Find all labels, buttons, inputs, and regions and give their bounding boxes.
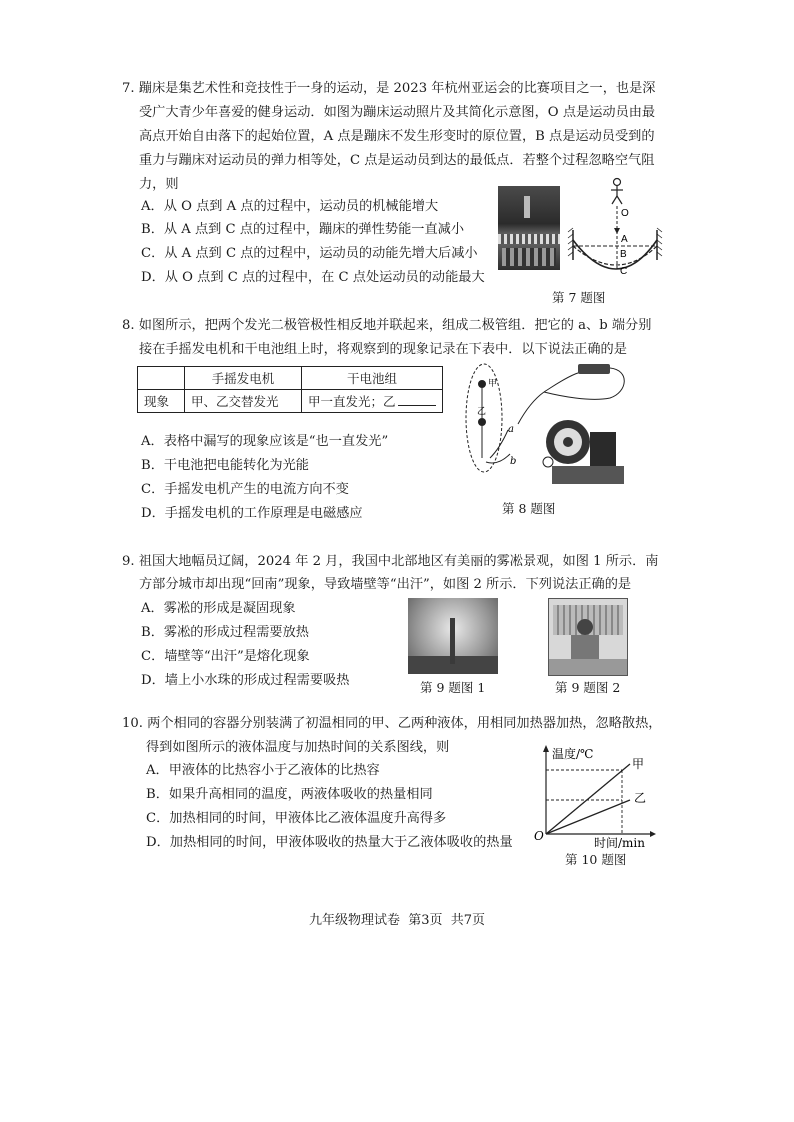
q10-option-c: C．加热相同的时间，甲液体比乙液体温度升高得多 — [146, 811, 447, 826]
q10-option-b: B．如果升高相同的温度，两液体吸收的热量相同 — [146, 787, 433, 802]
point-a-label: A — [621, 234, 628, 245]
temperature-time-graph — [530, 740, 670, 850]
q7-line: 受广大青少年喜爱的健身运动．如图为蹦床运动照片及其简化示意图，O 点是运动员由最 — [139, 105, 656, 120]
q9-caption-2: 第 9 题图 2 — [555, 680, 621, 695]
diode-generator-diagram — [460, 362, 640, 492]
table-cell: 甲、乙交替发光 — [185, 390, 302, 413]
q7-option-b: B．从 A 点到 C 点的过程中，蹦床的弹性势能一直减小 — [141, 222, 465, 237]
q7-caption: 第 7 题图 — [552, 290, 606, 305]
trampoline-diagram — [565, 176, 665, 276]
table-cell — [138, 367, 185, 390]
table-cell: 手摇发电机 — [185, 367, 302, 390]
table-cell-text: 甲一直发光；乙 — [308, 394, 396, 409]
q7-option-a: A．从 O 点到 A 点的过程中，运动员的机械能增大 — [141, 199, 439, 214]
wet-wall-photo — [548, 598, 628, 676]
q10-line: 10. 两个相同的容器分别装满了初温相同的甲、乙两种液体，用相同加热器加热，忽略散热， — [122, 716, 662, 731]
point-c-label: C — [620, 266, 628, 277]
table-row — [138, 390, 443, 413]
q7-line: 7. 蹦床是集艺术性和竞技性于一身的运动，是 2023 年杭州亚运会的比赛项目之一，也是深 — [122, 81, 656, 96]
origin-label: O — [534, 829, 544, 843]
q8-table — [137, 366, 443, 413]
q7-option-c: C．从 A 点到 C 点的过程中，运动员的动能先增大后减小 — [141, 246, 478, 261]
point-o-label: O — [621, 208, 629, 219]
q9-option-b: B．雾凇的形成过程需要放热 — [141, 625, 309, 640]
line-yi — [546, 800, 630, 834]
diode-jia-label: 甲 — [488, 379, 498, 389]
q8-option-a: A．表格中漏写的现象应该是“也一直发光” — [141, 434, 389, 449]
trampoline-photo — [498, 186, 560, 270]
rime-photo — [408, 598, 498, 674]
page-footer: 九年级物理试卷 第3页 共7页 — [308, 913, 486, 928]
q7-line: 重力与蹦床对运动员的弹力相等处，C 点是运动员到达的最低点．若整个过程忽略空气阻 — [139, 153, 655, 168]
q8-option-b: B．干电池把电能转化为光能 — [141, 458, 309, 473]
terminal-a-label: a — [508, 424, 514, 435]
diode-yi-label: 乙 — [477, 407, 487, 417]
q9-line: 9. 祖国大地幅员辽阔，2024 年 2 月，我国中北部地区有美丽的雾凇景观，如图 1 所示．南 — [122, 554, 659, 569]
y-axis-label: 温度/℃ — [552, 747, 594, 761]
line-jia — [546, 764, 630, 834]
point-b-label: B — [620, 249, 627, 260]
q8-line: 接在手摇发电机和干电池组上时，将观察到的现象记录在下表中．以下说法正确的是 — [139, 342, 627, 357]
q8-caption: 第 8 题图 — [502, 501, 556, 516]
q9-caption-1: 第 9 题图 1 — [420, 680, 486, 695]
q8-line: 8. 如图所示，把两个发光二极管极性相反地并联起来，组成二极管组．把它的 a、b 端分别 — [122, 318, 652, 333]
table-cell — [302, 390, 443, 413]
table-cell: 现象 — [138, 390, 185, 413]
q8-option-d: D．手摇发电机的工作原理是电磁感应 — [141, 506, 363, 521]
blank-line — [398, 405, 436, 406]
q10-line: 得到如图所示的液体温度与加热时间的关系图线，则 — [146, 740, 450, 755]
q9-option-c: C．墙壁等“出汗”是熔化现象 — [141, 649, 310, 664]
q8-option-c: C．手摇发电机产生的电流方向不变 — [141, 482, 349, 497]
terminal-b-label: b — [510, 456, 517, 467]
q10-option-d: D．加热相同的时间，甲液体吸收的热量大于乙液体吸收的热量 — [146, 835, 513, 850]
q10-caption: 第 10 题图 — [565, 852, 627, 867]
q10-option-a: A．甲液体的比热容小于乙液体的比热容 — [146, 763, 380, 778]
table-row — [138, 367, 443, 390]
q9-option-a: A．雾凇的形成是凝固现象 — [141, 601, 296, 616]
table-cell: 干电池组 — [302, 367, 443, 390]
q9-option-d: D．墙上小水珠的形成过程需要吸热 — [141, 673, 350, 688]
line-jia-label: 甲 — [632, 757, 645, 771]
q7-option-d: D．从 O 点到 C 点的过程中，在 C 点处运动员的动能最大 — [141, 270, 485, 285]
x-axis-label: 时间/min — [594, 836, 645, 850]
q9-line: 方部分城市却出现“回南”现象，导致墙壁等“出汗”，如图 2 所示．下列说法正确的是 — [139, 577, 632, 592]
line-yi-label: 乙 — [634, 791, 647, 805]
q7-line: 高点开始自由落下的起始位置，A 点是蹦床不发生形变时的原位置，B 点是运动员受到的 — [139, 129, 655, 144]
q7-line: 力，则 — [139, 177, 179, 192]
